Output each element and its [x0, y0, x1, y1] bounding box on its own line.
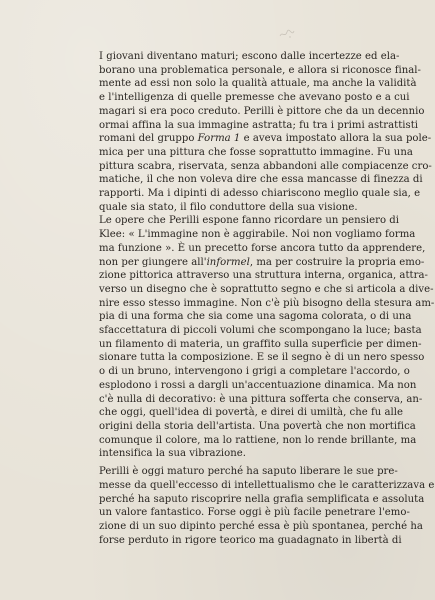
text-line: comunque il colore, ma lo rattiene, non lo rende brillante, ma [99, 434, 417, 446]
text-line: un valore fantastico. Forse oggi è più facile penetrare l'emo- [99, 507, 410, 519]
text-line: c'è nulla di decorativo: è una pittura sofferta che conserva, an- [99, 393, 423, 405]
paragraph-2 [87, 214, 435, 461]
text-line: magari si era poco creduto. Perilli è pittore che da un decennio [99, 105, 425, 117]
text-line: verso un disegno che è soprattutto segno e che si articola a dive- [99, 283, 434, 295]
page-mark [278, 28, 296, 40]
text-line: mente ad essi non solo la qualità attuale, ma anche la validità [99, 78, 417, 90]
text-line: ormai affina la sua immagine astratta; fu tra i primi astrattisti [99, 119, 419, 131]
text-line: I giovani diventano maturi; escono dalle incertezze ed ela- [99, 51, 400, 62]
text-line: che oggi, quell'idea di povertà, e direi di umiltà, che fu alle [99, 407, 403, 419]
text-line: forse perduto in rigore teorico ma guadagnato in libertà di [99, 534, 402, 546]
body-text [87, 50, 435, 547]
text-line: matiche, il che non voleva dire che essa mancasse di finezza di [99, 174, 423, 186]
text-line: Klee: « L'immagine non è aggirabile. Noi non vogliamo forma [99, 229, 416, 241]
text-line: sionare tutta la composizione. E se il segno è di un nero spesso [99, 352, 425, 364]
text-line: rapporti. Ma i dipinti di adesso chiariscono meglio quale sia, e [99, 188, 421, 200]
text-line: o di un bruno, intervengono i grigi a completare l'accordo, o [99, 366, 410, 378]
text-line: zione di un suo dipinto perché essa è più spontanea, perché ha [99, 520, 423, 532]
text-line: messe da quell'eccesso di intellettualismo che le caratterizzava e [99, 479, 435, 491]
text-line: romani del gruppo Forma 1 e aveva impostato allora la sua pole- [99, 133, 432, 145]
text-line: non per giungere all'informel, ma per costruire la propria emo- [99, 256, 425, 268]
text-line: sfaccettatura di piccoli volumi che scompongano la luce; basta [99, 325, 422, 337]
text-line: origini della storia dell'artista. Una povertà che non mortifica [99, 420, 416, 432]
text-line: mica per una pittura che fosse soprattutto immagine. Fu una [99, 146, 413, 158]
text-line: pittura scabra, riservata, senza abbandoni alle compiacenze cro- [99, 160, 432, 172]
text-line: intensifica la sua vibrazione. [99, 448, 247, 460]
text-line: nire esso stesso immagine. Non c'è più bisogno della stesura am- [99, 297, 435, 309]
text-line: un filamento di materia, un graffito sulla superficie per dimen- [99, 338, 422, 350]
text-line: zione pittorica attraverso una struttura interna, organica, attra- [99, 270, 428, 282]
text-line: quale sia stato, il filo conduttore della sua visione. [99, 201, 358, 213]
text-line: perché ha saputo riscoprire nella grafia semplificata e assoluta [99, 493, 425, 505]
text-line: ma funzione ». È un precetto forse ancora tutto da apprendere, [99, 242, 426, 254]
text-line: borano una problematica personale, e allora si riconosce final- [99, 64, 421, 76]
text-line: esplodono i rossi a dargli un'accentuazione dinamica. Ma non [99, 379, 417, 391]
text-line: Perilli è oggi maturo perché ha saputo liberare le sue pre- [99, 466, 398, 478]
text-line: pia di una forma che sia come una sagoma colorata, o di una [99, 311, 412, 323]
text-line: e l'intelligenza di quelle premesse che avevano posto e a cui [99, 92, 410, 104]
paragraph-1 [87, 50, 432, 214]
text-line: Le opere che Perilli espone fanno ricordare un pensiero di [99, 215, 399, 227]
paragraph-3 [87, 465, 435, 547]
